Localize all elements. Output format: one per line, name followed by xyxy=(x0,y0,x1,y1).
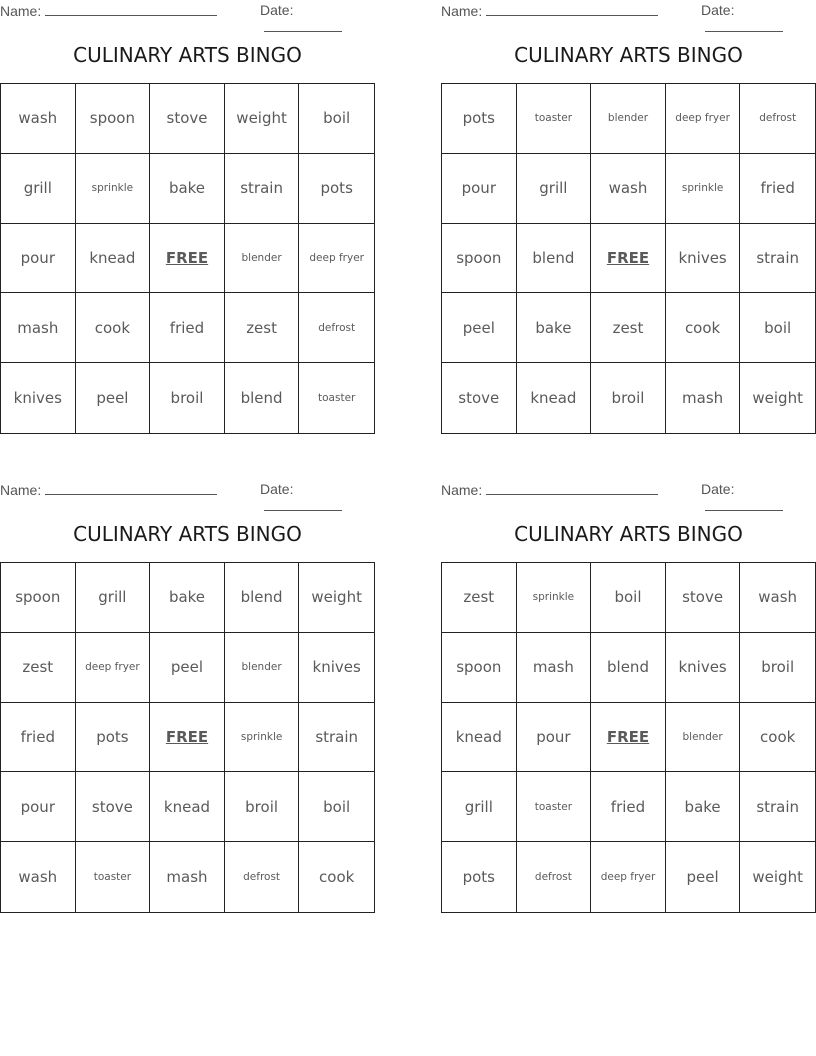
bingo-cell: wash xyxy=(1,842,76,912)
bingo-cell: grill xyxy=(517,154,592,224)
name-blank-line xyxy=(486,481,658,495)
bingo-cell: mash xyxy=(517,633,592,703)
bingo-cell: peel xyxy=(150,633,225,703)
bingo-cell: defrost xyxy=(517,842,592,912)
card-title: CULINARY ARTS BINGO xyxy=(514,43,743,67)
bingo-cell: blend xyxy=(517,224,592,294)
bingo-cell: cook xyxy=(740,703,815,773)
date-field xyxy=(260,2,375,35)
bingo-cell: pour xyxy=(1,772,76,842)
bingo-card xyxy=(441,0,816,440)
free-space-cell: FREE xyxy=(150,224,225,294)
bingo-cell: knead xyxy=(442,703,517,773)
name-label: Name: xyxy=(441,3,483,19)
bingo-cell: grill xyxy=(442,772,517,842)
bingo-cell: mash xyxy=(150,842,225,912)
bingo-cell: stove xyxy=(442,363,517,433)
date-blank-line xyxy=(264,497,342,511)
bingo-cell: pots xyxy=(299,154,374,224)
bingo-card xyxy=(0,0,375,440)
bingo-cell: knead xyxy=(150,772,225,842)
bingo-cell: knead xyxy=(76,224,151,294)
bingo-cell: wash xyxy=(1,84,76,154)
bingo-cell: pots xyxy=(442,84,517,154)
name-blank-line xyxy=(45,2,217,16)
date-label: Date: xyxy=(260,481,294,497)
free-space-cell: FREE xyxy=(591,703,666,773)
bingo-cell: broil xyxy=(591,363,666,433)
bingo-cell: mash xyxy=(1,293,76,363)
bingo-cell: fried xyxy=(150,293,225,363)
bingo-cell: bake xyxy=(517,293,592,363)
bingo-cell: pots xyxy=(76,703,151,773)
bingo-cell: weight xyxy=(752,868,803,887)
bingo-cell: toaster xyxy=(318,392,356,405)
bingo-cell: pour xyxy=(517,703,592,773)
bingo-cell: spoon xyxy=(442,224,517,294)
bingo-cell: boil xyxy=(299,772,374,842)
bingo-cell: spoon xyxy=(76,84,151,154)
bingo-cell: knives xyxy=(666,224,741,294)
bingo-cell: toaster xyxy=(517,772,592,842)
date-field xyxy=(701,481,816,514)
bingo-cell: sprinkle xyxy=(517,563,592,633)
bingo-cell: strain xyxy=(740,772,815,842)
date-blank-line xyxy=(264,18,342,32)
bingo-cell: wash xyxy=(740,563,815,633)
name-field xyxy=(441,481,658,498)
bingo-cell: sprinkle xyxy=(225,703,300,773)
bingo-cell: sprinkle xyxy=(666,154,741,224)
bingo-grid xyxy=(0,83,375,434)
date-blank-line xyxy=(705,497,783,511)
bingo-cell: stove xyxy=(76,772,151,842)
bingo-cell: zest xyxy=(225,293,300,363)
bingo-cell: stove xyxy=(666,563,741,633)
date-label: Date: xyxy=(701,481,735,497)
bingo-cell: boil xyxy=(299,84,374,154)
bingo-cell: broil xyxy=(740,633,815,703)
bingo-cell: broil xyxy=(150,363,225,433)
bingo-cell: blender xyxy=(225,224,300,294)
free-space-cell: FREE xyxy=(591,224,666,294)
bingo-cell: deep fryer xyxy=(666,84,741,154)
bingo-cell: toaster xyxy=(517,84,592,154)
bingo-grid xyxy=(441,562,816,913)
date-label: Date: xyxy=(260,2,294,18)
bingo-cell: wash xyxy=(591,154,666,224)
bingo-grid xyxy=(441,83,816,434)
bingo-cell: pour xyxy=(1,224,76,294)
bingo-cell: deep fryer xyxy=(76,633,151,703)
bingo-cell: grill xyxy=(76,563,151,633)
bingo-card xyxy=(0,479,375,919)
bingo-cell: toaster xyxy=(76,842,151,912)
bingo-cell: defrost xyxy=(299,293,374,363)
name-blank-line xyxy=(486,2,658,16)
date-field xyxy=(260,481,375,514)
bingo-cell: pour xyxy=(442,154,517,224)
bingo-cell: knead xyxy=(517,363,592,433)
bingo-cell: sprinkle xyxy=(76,154,151,224)
name-label: Name: xyxy=(441,482,483,498)
bingo-cell: peel xyxy=(442,293,517,363)
bingo-cell: stove xyxy=(150,84,225,154)
bingo-cell: zest xyxy=(591,293,666,363)
bingo-grid xyxy=(0,562,375,913)
bingo-cell: cook xyxy=(76,293,151,363)
bingo-cell: bake xyxy=(666,772,741,842)
bingo-cell: knives xyxy=(1,363,76,433)
bingo-cell: spoon xyxy=(442,633,517,703)
bingo-cell: weight xyxy=(752,389,803,408)
bingo-cell: pots xyxy=(442,842,517,912)
bingo-cell: deep fryer xyxy=(299,224,374,294)
date-field xyxy=(701,2,816,35)
name-blank-line xyxy=(45,481,217,495)
name-field xyxy=(0,481,217,498)
name-field xyxy=(0,2,217,19)
bingo-cell: grill xyxy=(1,154,76,224)
bingo-cell: cook xyxy=(319,868,355,887)
bingo-cell: zest xyxy=(442,563,517,633)
bingo-cell: boil xyxy=(591,563,666,633)
bingo-cell: blender xyxy=(225,633,300,703)
bingo-card xyxy=(441,479,816,919)
card-title: CULINARY ARTS BINGO xyxy=(73,522,302,546)
bingo-cell: defrost xyxy=(740,84,815,154)
bingo-cell: zest xyxy=(1,633,76,703)
free-space-cell: FREE xyxy=(150,703,225,773)
bingo-cell: blend xyxy=(225,563,300,633)
card-header-fields xyxy=(441,2,816,20)
bingo-cell: blender xyxy=(666,703,741,773)
bingo-cell: bake xyxy=(150,563,225,633)
bingo-cell: spoon xyxy=(1,563,76,633)
bingo-cell: fried xyxy=(1,703,76,773)
bingo-cell: strain xyxy=(740,224,815,294)
name-label: Name: xyxy=(0,482,42,498)
bingo-cell: blender xyxy=(591,84,666,154)
bingo-cell: bake xyxy=(150,154,225,224)
bingo-cell: fried xyxy=(591,772,666,842)
date-blank-line xyxy=(705,18,783,32)
bingo-cell: blend xyxy=(225,363,300,433)
bingo-cell: mash xyxy=(666,363,741,433)
bingo-cell: knives xyxy=(666,633,741,703)
card-header-fields xyxy=(0,2,375,20)
bingo-cell: weight xyxy=(299,563,374,633)
bingo-cell: peel xyxy=(666,842,741,912)
bingo-cell: deep fryer xyxy=(591,842,666,912)
bingo-cell: fried xyxy=(740,154,815,224)
card-header-fields xyxy=(0,481,375,499)
name-field xyxy=(441,2,658,19)
bingo-cell: knives xyxy=(299,633,374,703)
card-title: CULINARY ARTS BINGO xyxy=(73,43,302,67)
name-label: Name: xyxy=(0,3,42,19)
bingo-cell: cook xyxy=(666,293,741,363)
bingo-cell: peel xyxy=(76,363,151,433)
bingo-cell: strain xyxy=(299,703,374,773)
bingo-cell: blend xyxy=(591,633,666,703)
card-title: CULINARY ARTS BINGO xyxy=(514,522,743,546)
date-label: Date: xyxy=(701,2,735,18)
bingo-cell: strain xyxy=(225,154,300,224)
bingo-cell: weight xyxy=(225,84,300,154)
bingo-cell: broil xyxy=(225,772,300,842)
card-header-fields xyxy=(441,481,816,499)
bingo-cell: defrost xyxy=(225,842,300,912)
bingo-cell: boil xyxy=(740,293,815,363)
